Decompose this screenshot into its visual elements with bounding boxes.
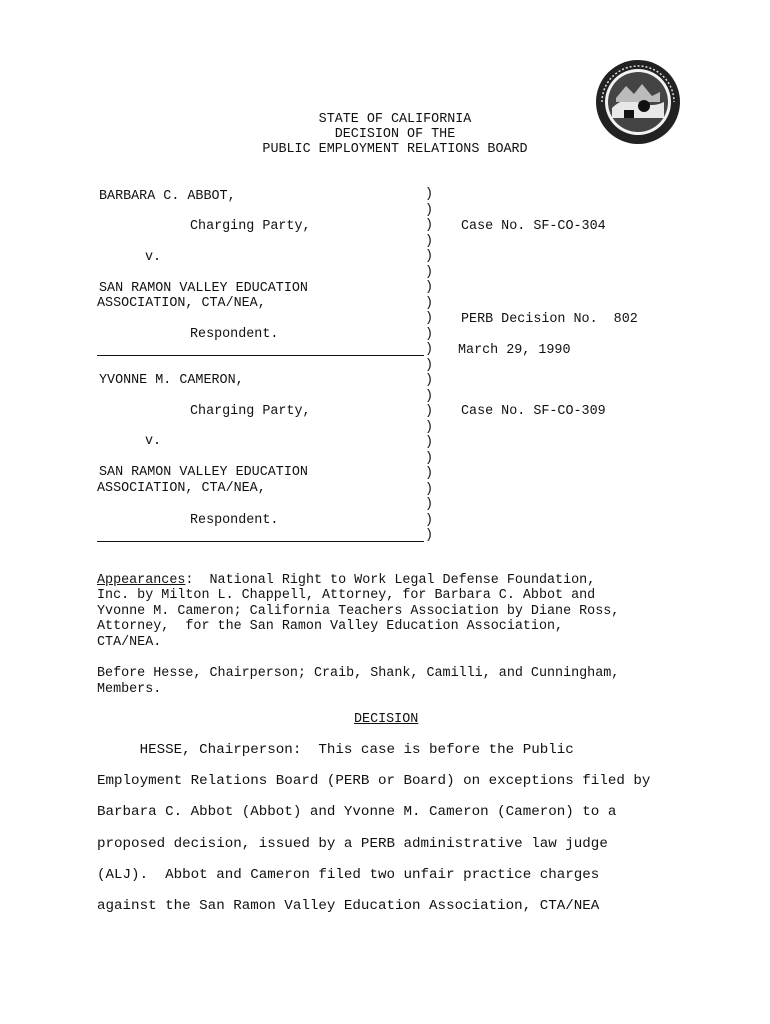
appearances-line5: CTA/NEA. — [97, 635, 162, 650]
appearances-label: Appearances — [97, 573, 186, 588]
caption-paren: ) — [425, 528, 434, 543]
appearances-text-1: : National Right to Work Legal Defense Foundation, — [185, 573, 596, 588]
case1-versus: v. — [145, 250, 162, 265]
appearances-line3: Yvonne M. Cameron; California Teachers Association by Diane Ross, — [97, 604, 620, 619]
caption-paren: ) — [425, 218, 434, 233]
caption-divider — [97, 355, 424, 356]
caption-paren: ) — [425, 512, 434, 528]
case2-respondent-role: Respondent. — [190, 513, 279, 528]
caption-paren: ) — [425, 342, 434, 357]
appearances-line1 — [97, 573, 595, 588]
caption-paren: ) — [425, 295, 434, 311]
case1-number: Case No. SF-CO-304 — [461, 219, 606, 234]
case2-respondent-line2: ASSOCIATION, CTA/NEA, — [97, 481, 266, 496]
caption-paren: ) — [425, 450, 434, 466]
caption-paren: ) — [425, 357, 434, 373]
case1-respondent-role: Respondent. — [190, 327, 279, 342]
state-seal-icon — [594, 58, 682, 146]
header-decision: DECISION OF THE — [334, 127, 456, 142]
case2-versus: v. — [145, 434, 162, 449]
caption-paren: ) — [425, 388, 434, 404]
case1-respondent-line2: ASSOCIATION, CTA/NEA, — [97, 296, 266, 311]
caption-paren: ) — [425, 419, 434, 435]
body-line1: HESSE, Chairperson: This case is before the Public — [97, 742, 574, 758]
case2-party: YVONNE M. CAMERON, — [99, 373, 244, 388]
body-line3: Barbara C. Abbot (Abbot) and Yvonne M. Cameron (Cameron) to a — [97, 804, 617, 820]
body-line4: proposed decision, issued by a PERB administrative law judge — [97, 836, 608, 852]
caption-paren: ) — [425, 404, 434, 419]
before-line2: Members. — [97, 682, 162, 697]
before-line1: Before Hesse, Chairperson; Craib, Shank, Camilli, and Cunningham, — [97, 666, 620, 681]
caption-paren: ) — [425, 326, 434, 342]
caption-paren: ) — [425, 466, 434, 481]
caption-paren: ) — [425, 249, 434, 264]
caption-paren: ) — [425, 187, 434, 202]
case2-respondent-line1: SAN RAMON VALLEY EDUCATION — [99, 465, 308, 480]
decision-date: March 29, 1990 — [458, 343, 571, 358]
caption-paren: ) — [425, 264, 434, 280]
case2-number: Case No. SF-CO-309 — [461, 404, 606, 419]
caption-paren: ) — [425, 202, 434, 218]
appearances-line4: Attorney, for the San Ramon Valley Education Association, — [97, 619, 564, 634]
appearances-line2: Inc. by Milton L. Chappell, Attorney, for Barbara C. Abbot and — [97, 588, 596, 603]
case1-respondent-line1: SAN RAMON VALLEY EDUCATION — [99, 281, 308, 296]
caption-paren: ) — [425, 497, 434, 512]
decision-heading: DECISION — [354, 712, 419, 727]
caption-paren: ) — [425, 280, 434, 295]
caption-paren: ) — [425, 373, 434, 388]
caption-paren-column — [425, 187, 435, 544]
caption-paren: ) — [425, 311, 434, 326]
case1-party: BARBARA C. ABBOT, — [99, 189, 236, 204]
caption-bottom-rule — [97, 541, 424, 542]
caption-paren: ) — [425, 233, 434, 249]
header-board: PUBLIC EMPLOYMENT RELATIONS BOARD — [262, 142, 528, 157]
body-line2: Employment Relations Board (PERB or Board) on exceptions filed by — [97, 773, 651, 789]
decision-number: PERB Decision No. 802 — [461, 312, 638, 327]
body-line5: (ALJ). Abbot and Cameron filed two unfair practice charges — [97, 867, 600, 883]
case1-role: Charging Party, — [190, 219, 311, 234]
caption-paren: ) — [425, 481, 434, 497]
header-state: STATE OF CALIFORNIA — [318, 112, 472, 127]
body-line6: against the San Ramon Valley Education Association, CTA/NEA — [97, 898, 600, 914]
case2-role: Charging Party, — [190, 404, 311, 419]
caption-paren: ) — [425, 435, 434, 450]
